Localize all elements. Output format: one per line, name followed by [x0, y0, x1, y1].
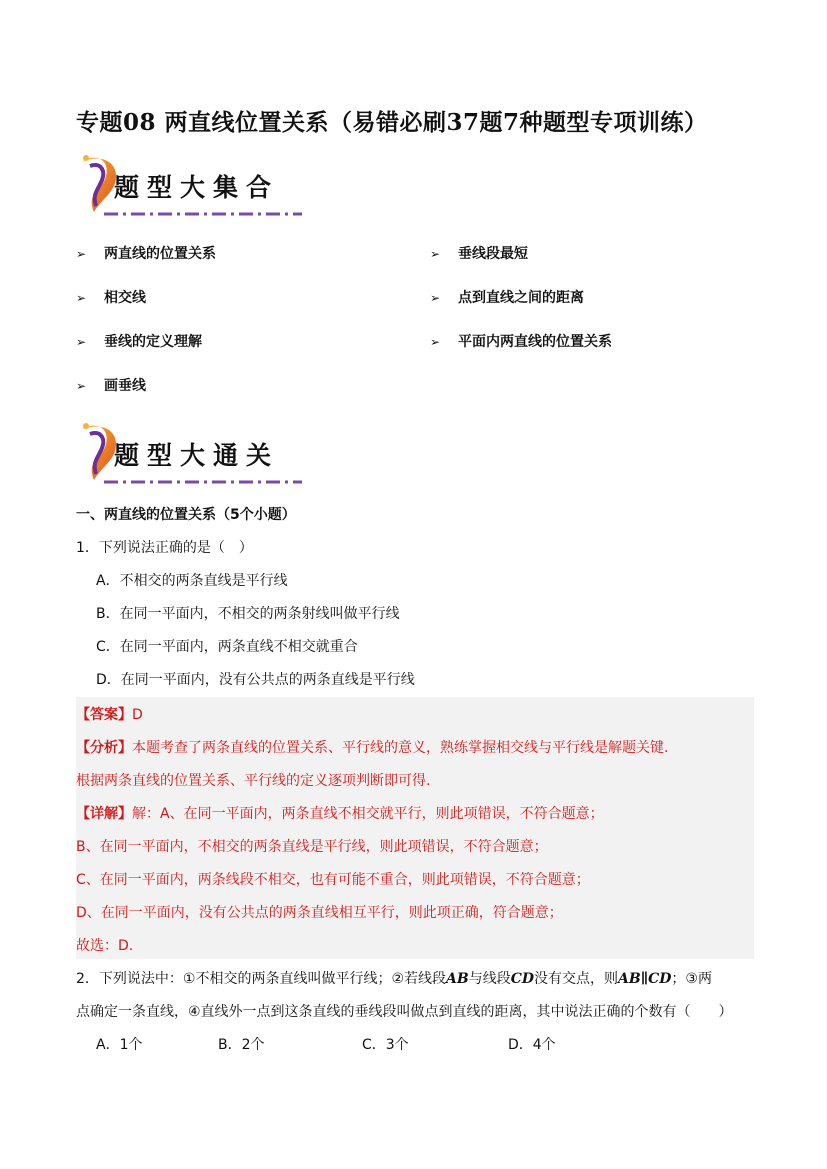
arrow-bullet-icon: ➢ [430, 247, 441, 261]
detail-text: 解：A、在同一平面内，两条直线不相交就平行，则此项错误，不符合题意； [132, 806, 604, 822]
toc-item [76, 243, 216, 263]
q2-text: ；③两 [671, 971, 712, 987]
answer-line [76, 704, 143, 724]
banner-title: 题型大通关 [114, 441, 280, 470]
arrow-bullet-icon: ➢ [430, 291, 441, 305]
document-title: 专题08 两直线位置关系（易错必刷37题7种题型专项训练） [76, 109, 708, 136]
math-ab: AB [446, 971, 469, 987]
toc-item [76, 375, 146, 395]
toc-item [76, 331, 202, 351]
arrow-bullet-icon: ➢ [76, 335, 87, 349]
arrow-bullet-icon: ➢ [76, 247, 87, 261]
section-heading: 一、两直线的位置关系（5个小题） [76, 507, 296, 523]
banner-question-types [76, 152, 306, 222]
toc-label: 垂线段最短 [458, 246, 528, 262]
question-1-option-d: D．在同一平面内，没有公共点的两条直线是平行线 [96, 672, 415, 688]
toc-label: 相交线 [104, 290, 146, 306]
toc-label: 两直线的位置关系 [104, 246, 216, 262]
toc-item [76, 287, 146, 307]
question-2-stem-line1 [76, 968, 712, 988]
analysis-text: 本题考查了两条直线的位置关系、平行线的意义，熟练掌握相交线与平行线是解题关键. [132, 740, 669, 756]
detail-text: D、在同一平面内，没有公共点的两条直线相互平行，则此项正确，符合题意； [76, 905, 563, 921]
question-2-choice-a: A．1个 [96, 1037, 143, 1053]
toc-label: 平面内两直线的位置关系 [458, 334, 612, 350]
banner-title: 题型大集合 [114, 173, 280, 202]
banner-question-practice [76, 420, 306, 490]
toc-item [430, 243, 528, 263]
question-2-choice-b: B．2个 [218, 1037, 265, 1053]
question-1-stem: 1．下列说法正确的是（ ） [76, 540, 253, 556]
arrow-bullet-icon: ➢ [76, 291, 87, 305]
q2-text: 没有交点，则 [534, 971, 619, 987]
question-2-stem-line2: 点确定一条直线，④直线外一点到这条直线的垂线段叫做点到直线的距离，其中说法正确的个数有（ ） [76, 1004, 733, 1020]
arrow-bullet-icon: ➢ [76, 379, 87, 393]
math-cd: CD [510, 971, 535, 987]
toc-item [430, 331, 612, 351]
detail-conclusion: 故选：D. [76, 938, 134, 954]
toc-label: 画垂线 [104, 378, 146, 394]
detail-text: B、在同一平面内，不相交的两条直线是平行线，则此项错误，不符合题意； [76, 839, 548, 855]
detail-text: C、在同一平面内，两条线段不相交，也有可能不重合，则此项错误，不符合题意； [76, 872, 590, 888]
toc-label: 垂线的定义理解 [104, 334, 202, 350]
question-1-option-b: B．在同一平面内，不相交的两条射线叫做平行线 [96, 606, 400, 622]
analysis-text-2: 根据两条直线的位置关系、平行线的定义逐项判断即可得. [76, 773, 431, 789]
answer-tag: 【答案】 [76, 707, 132, 723]
toc-label: 点到直线之间的距离 [458, 290, 584, 306]
q2-text: 2．下列说法中：①不相交的两条直线叫做平行线；②若线段 [76, 971, 447, 987]
toc-item [430, 287, 584, 307]
math-parallel: AB∥CD [618, 971, 672, 987]
q2-text: 与线段 [468, 971, 511, 987]
question-1-option-a: A．不相交的两条直线是平行线 [96, 573, 288, 589]
detail-tag: 【详解】 [76, 806, 132, 822]
analysis-tag: 【分析】 [76, 740, 132, 756]
arrow-bullet-icon: ➢ [430, 335, 441, 349]
question-1-option-c: C．在同一平面内，两条直线不相交就重合 [96, 639, 358, 655]
detail-line [76, 803, 604, 823]
analysis-line [76, 737, 668, 757]
question-2-choice-d: D．4个 [508, 1037, 556, 1053]
question-2-choice-c: C．3个 [362, 1037, 409, 1053]
answer-value: D [132, 707, 143, 723]
